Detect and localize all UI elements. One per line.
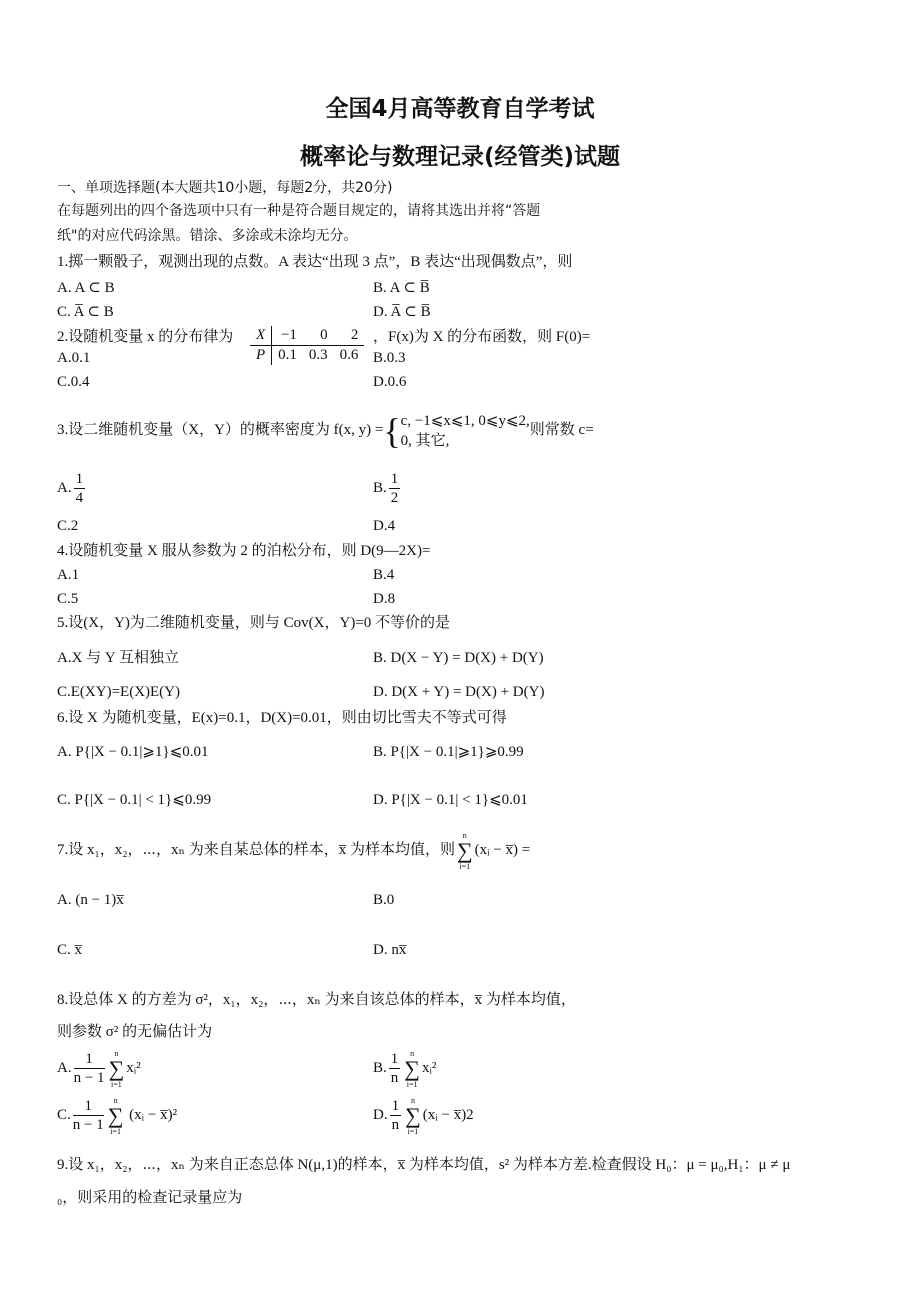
q7-option-a: A. (n − 1)x̅ xyxy=(57,892,124,908)
instructions-line1: 在每题列出的四个备选项中只有一种是符合题目规定的，请将其选出并将“答题 xyxy=(57,203,541,219)
q8-option-b: B. $\frac{1}{n}$ n ∑ i=1xᵢ² xyxy=(373,1048,437,1089)
question-9: 9.设 x₁，x₂，⋯，xₙ 为来自正态总体 N(μ,1)的样本，x̅ 为样本均值，s² 为样本方差.检查假设 H₀：μ = μ₀,H₁：μ ≠ μ xyxy=(57,1157,791,1173)
section-header: 一、单项选择题(本大题共10小题，每题2分，共20分) xyxy=(57,180,393,196)
q8-option-d: D. $\frac{1}{n}$ n ∑ i=1(xᵢ − x̅)2 xyxy=(373,1095,474,1136)
question-8-line2: 则参数 σ² 的无偏估计为 xyxy=(57,1024,213,1040)
question-5: 5.设(X，Y)为二维随机变量，则与 Cov(X，Y)=0 不等价的是 xyxy=(57,615,451,631)
q8-option-a: A. $\frac{1}{n - 1}$ n ∑ i=1xᵢ² xyxy=(57,1048,141,1089)
table-row: X −1 0 2 xyxy=(250,326,364,346)
q3-option-c: C.2 xyxy=(57,518,79,534)
q6-option-b: B. P{|X − 0.1|⩾1}⩾0.99 xyxy=(373,744,524,760)
q3-option-b: B. $\frac{1}{2}$ xyxy=(373,471,399,506)
q7-option-d: D. nx̅ xyxy=(373,942,407,958)
q5-option-d: D. D(X + Y) = D(X) + D(Y) xyxy=(373,684,545,700)
q2-option-b: B.0.3 xyxy=(373,350,406,366)
q7-option-b: B.0 xyxy=(373,892,395,908)
q6-option-c: C. P{|X − 0.1| < 1}⩽0.99 xyxy=(57,792,212,808)
q6-option-a: A. P{|X − 0.1|⩾1}⩽0.01 xyxy=(57,744,209,760)
q4-option-d: D.8 xyxy=(373,591,396,607)
q5-option-a: A.X 与 Y 互相独立 xyxy=(57,650,179,666)
q3-option-d: D.4 xyxy=(373,518,396,534)
q3-option-a: A. $\frac{1}{4}$ xyxy=(57,471,84,506)
question-6: 6.设 X 为随机变量，E(x)=0.1，D(X)=0.01，则由切比雪夫不等式可得 xyxy=(57,710,507,726)
q1-option-d: D. A̅ ⊂ B̅ xyxy=(373,304,431,320)
question-1: 1.掷一颗骰子，观测出现的点数。A 表达“出现 3 点”，B 表达“出现偶数点”，则 xyxy=(57,254,573,270)
question-7: 7.设 x₁，x₂，⋯，xₙ 为来自某总体的样本，x̅ 为样本均值，则n ∑ i=1(xᵢ − x̅) = xyxy=(57,830,531,871)
exam-title: 全国4月高等教育自学考试 xyxy=(325,96,595,122)
question-2: 2.设随机变量 x 的分布律为 xyxy=(57,329,234,345)
q2-option-a: A.0.1 xyxy=(57,350,91,366)
q5-option-b: B. D(X − Y) = D(X) + D(Y) xyxy=(373,650,544,666)
q6-option-d: D. P{|X − 0.1| < 1}⩽0.01 xyxy=(373,792,528,808)
exam-subtitle: 概率论与数理记录(经管类)试题 xyxy=(299,144,621,170)
instructions-line2: 纸"的对应代码涂黑。错涂、多涂或未涂均无分。 xyxy=(57,228,358,244)
question-2-tail: ，F(x)为 X 的分布函数，则 F(0)= xyxy=(373,329,591,345)
summation: n ∑ i=1 xyxy=(456,830,473,871)
piecewise-cases: c, −1⩽x⩽1, 0⩽y⩽2, 0, 其它, xyxy=(400,412,530,449)
q2-option-d: D.0.6 xyxy=(373,374,407,390)
q7-option-c: C. x̅ xyxy=(57,942,83,958)
q8-option-c: C. $\frac{1}{n - 1}$ n ∑ i=1 (xᵢ − x̅)² xyxy=(57,1095,178,1136)
question-8: 8.设总体 X 的方差为 σ²，x₁，x₂，⋯，xₙ 为来自该总体的样本，x̅ 为样本均值， xyxy=(57,992,576,1008)
question-4: 4.设随机变量 X 服从参数为 2 的泊松分布，则 D(9—2X)= xyxy=(57,543,431,559)
question-9-line2: ₀，则采用的检查记录量应为 xyxy=(57,1190,243,1206)
q1-option-b: B. A ⊂ B̅ xyxy=(373,280,430,296)
q1-option-c: C. A̅ ⊂ B xyxy=(57,304,114,320)
question-3: 3.设二维随机变量（X，Y）的概率密度为 f(x, y) ={ c, −1⩽x⩽1, 0⩽y⩽2, 0, 其它, 则常数 c= xyxy=(57,410,594,451)
q2-option-c: C.0.4 xyxy=(57,374,90,390)
table-row: P 0.1 0.3 0.6 xyxy=(250,346,364,366)
q4-option-c: C.5 xyxy=(57,591,79,607)
q1-option-a: A. A ⊂ B xyxy=(57,280,115,296)
q4-option-b: B.4 xyxy=(373,567,395,583)
brace: { xyxy=(383,410,401,451)
q5-option-c: C.E(XY)=E(X)E(Y) xyxy=(57,684,181,700)
distribution-table xyxy=(250,326,364,365)
q4-option-a: A.1 xyxy=(57,567,80,583)
